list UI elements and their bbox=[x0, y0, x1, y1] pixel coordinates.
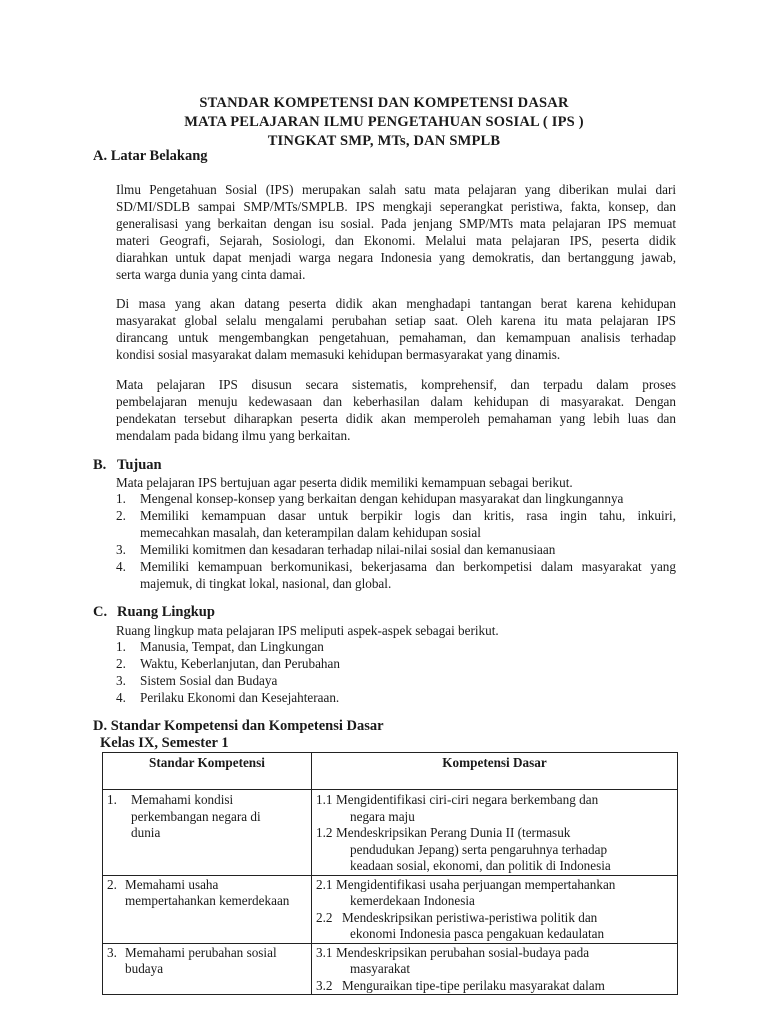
kd-line: kemerdekaan Indonesia bbox=[350, 893, 475, 908]
paragraph-line: masyarakat global selalu mengalami perubahan setiap saat. Oleh karena itu mata pelajaran IPS bbox=[116, 313, 676, 328]
list-item bbox=[116, 490, 676, 507]
list-number: 2. bbox=[116, 656, 126, 671]
kd-number: 2.2 bbox=[316, 909, 333, 925]
sk-cell bbox=[103, 790, 312, 876]
list-number: 3. bbox=[116, 542, 126, 557]
sk-line: Memahami perubahan sosial bbox=[125, 944, 277, 960]
kd-number: 3.2 bbox=[316, 977, 333, 993]
list-item-line: Mengenal konsep-konsep yang berkaitan dengan kehidupan masyarakat dan lingkungannya bbox=[140, 491, 624, 506]
paragraph-line: serta warga dunia yang cinta damai. bbox=[116, 267, 306, 282]
list-item bbox=[116, 689, 676, 706]
sk-cell bbox=[103, 943, 312, 995]
list-item-text: Waktu, Keberlanjutan, dan Perubahan bbox=[140, 656, 340, 671]
table-row bbox=[103, 875, 678, 943]
paragraph-line: Di masa yang akan datang peserta didik akan menghadapi tantangan berat karena kehidupan bbox=[116, 296, 676, 311]
section-c-intro: Ruang lingkup mata pelajaran IPS meliputi aspek-aspek sebagai berikut. bbox=[116, 623, 499, 638]
table-header-cell: Kompetensi Dasar bbox=[312, 753, 678, 790]
list-number: 4. bbox=[116, 690, 126, 705]
section-c-label: C. bbox=[93, 604, 108, 620]
kd-number: 2.1 bbox=[316, 876, 333, 892]
paragraph-line: Mata pelajaran IPS disusun secara sistematis, komprehensif, dan terpadu dalam proses bbox=[116, 377, 676, 392]
list-item-line: Memiliki komitmen dan kesadaran terhadap nilai-nilai sosial dan kemanusiaan bbox=[140, 542, 556, 557]
list-item-line: majemuk, di tingkat lokal, nasional, dan global. bbox=[140, 576, 392, 591]
list-item bbox=[116, 672, 676, 689]
kd-cell bbox=[312, 875, 678, 943]
kd-item bbox=[316, 792, 673, 825]
sk-line: dunia bbox=[131, 825, 161, 840]
section-d-heading: D. Standar Kompetensi dan Kompetensi Dasar bbox=[93, 718, 384, 734]
list-item-text: Sistem Sosial dan Budaya bbox=[140, 673, 278, 688]
kd-line: Mengidentifikasi ciri-ciri negara berkembang dan bbox=[336, 792, 599, 807]
list-item bbox=[116, 541, 676, 558]
kd-line: Mengidentifikasi usaha perjuangan mempertahankan bbox=[336, 876, 616, 892]
sk-cell bbox=[103, 875, 312, 943]
kd-number: 3.1 bbox=[316, 944, 333, 960]
kd-line: ekonomi Indonesia pasca pengakuan kedaulatan bbox=[350, 926, 605, 941]
paragraph-line: pembelajaran menuju kedewasaan dan keberhasilan dalam kehidupan di masyarakat. Dengan bbox=[116, 394, 676, 409]
list-number: 4. bbox=[116, 559, 126, 574]
kd-item bbox=[316, 825, 673, 875]
section-d-subheading: Kelas IX, Semester 1 bbox=[100, 735, 229, 751]
list-number: 2. bbox=[116, 508, 126, 523]
list-item bbox=[116, 507, 676, 541]
kd-number: 1.2 bbox=[316, 825, 333, 840]
sk-line: perkembangan negara di bbox=[131, 808, 261, 824]
list-number: 1. bbox=[116, 639, 126, 654]
section-a-heading: A. Latar Belakang bbox=[93, 148, 208, 164]
list-item-text: Perilaku Ekonomi dan Kesejahteraan. bbox=[140, 690, 340, 705]
tujuan-list bbox=[116, 490, 676, 592]
section-b-label: B. bbox=[93, 457, 107, 473]
kd-line: pendudukan Jepang) serta pengaruhnya terhadap bbox=[350, 841, 608, 857]
paragraph-line: kondisi sosial masyarakat dalam memasuki kehidupan bermasyarakat yang dinamis. bbox=[116, 347, 561, 362]
table-row bbox=[103, 943, 678, 995]
paragraph-2 bbox=[116, 295, 676, 363]
table-header-cell: Standar Kompetensi bbox=[103, 753, 312, 790]
kd-item bbox=[316, 945, 673, 978]
section-c-heading: Ruang Lingkup bbox=[117, 604, 215, 620]
kompetensi-table bbox=[102, 752, 678, 995]
paragraph-line: pendekatan tersebut diharapkan peserta didik akan memperoleh pemahaman yang lebih luas dan bbox=[116, 411, 676, 426]
paragraph-line: generalisasi yang berkaitan dengan isu sosial. Pada jenjang SMP/MTs mata pelajaran IPS memuat bbox=[116, 216, 676, 231]
paragraph-3 bbox=[116, 376, 676, 444]
kd-item bbox=[316, 910, 673, 943]
kd-item bbox=[316, 978, 673, 995]
ruang-lingkup-list bbox=[116, 638, 676, 706]
paragraph-line: diarahkan untuk dapat menjadi warga negara Indonesia yang demokratis, dan bertanggung jawab, bbox=[116, 250, 676, 265]
section-b-intro: Mata pelajaran IPS bertujuan agar peserta didik memiliki kemampuan sebagai berikut. bbox=[116, 475, 573, 490]
list-item-text: Manusia, Tempat, dan Lingkungan bbox=[140, 639, 324, 654]
list-item-line: memecahkan masalah, dan keterampilan dalam kehidupan sosial bbox=[140, 525, 481, 540]
list-item-line: Memiliki kemampuan berkomunikasi, bekerjasama dan berkompetisi dalam masyarakat yang bbox=[140, 559, 676, 574]
title-line-3: TINGKAT SMP, MTs, DAN SMPLB bbox=[267, 133, 501, 149]
kd-line: negara maju bbox=[350, 808, 415, 824]
kd-number: 1.1 bbox=[316, 792, 333, 807]
kd-line: masyarakat bbox=[350, 961, 411, 976]
table-header-row bbox=[103, 753, 678, 790]
paragraph-line: mendalam pada bidang ilmu yang berkaitan. bbox=[116, 428, 351, 443]
kd-line: Menguraikan tipe-tipe perilaku masyarakat dalam bbox=[342, 977, 605, 993]
list-item-line: Memiliki kemampuan dasar untuk berpikir logis dan kritis, rasa ingin tahu, inkuiri, bbox=[140, 508, 676, 523]
sk-item bbox=[107, 945, 307, 978]
list-item bbox=[116, 655, 676, 672]
kd-line: Mendeskripsikan peristiwa-peristiwa politik dan bbox=[342, 909, 598, 925]
title-line-2: MATA PELAJARAN ILMU PENGETAHUAN SOSIAL ( IPS ) bbox=[184, 114, 584, 130]
section-b-heading: Tujuan bbox=[117, 457, 162, 473]
sk-line: Memahami usaha bbox=[125, 876, 219, 892]
paragraph-line: Ilmu Pengetahuan Sosial (IPS) merupakan salah satu mata pelajaran yang diberikan mulai dari bbox=[116, 182, 676, 197]
paragraph-line: dirancang untuk mengembangkan pengetahuan, pemahaman, dan kemampuan analisis terhadap bbox=[116, 330, 676, 345]
sk-line: Memahami kondisi bbox=[131, 792, 234, 807]
kd-line: Mendeskripsikan perubahan sosial-budaya pada bbox=[336, 944, 590, 960]
paragraph-line: materi Geografi, Sejarah, Sosiologi, dan Ekonomi. Melalui mata pelajaran IPS, peserta didik bbox=[116, 233, 676, 248]
sk-line: mempertahankan kemerdekaan bbox=[125, 893, 290, 908]
kd-line: keadaan sosial, ekonomi, dan politik di Indonesia bbox=[350, 858, 611, 873]
list-item bbox=[116, 638, 676, 655]
title-line-1: STANDAR KOMPETENSI DAN KOMPETENSI DASAR bbox=[199, 95, 569, 111]
sk-item bbox=[107, 792, 307, 842]
sk-number: 2. bbox=[107, 876, 117, 892]
sk-number: 3. bbox=[107, 944, 117, 960]
kd-item bbox=[316, 877, 673, 910]
document-title bbox=[0, 94, 768, 151]
kd-line: Mendeskripsikan Perang Dunia II (termasuk bbox=[336, 825, 571, 840]
list-item bbox=[116, 558, 676, 592]
table-row bbox=[103, 790, 678, 876]
kd-cell bbox=[312, 790, 678, 876]
paragraph-line: SD/MI/SDLB sampai SMP/MTs/SMPLB. IPS mengkaji seperangkat peristiwa, fakta, konsep, dan bbox=[116, 199, 676, 214]
sk-line: budaya bbox=[125, 961, 164, 976]
paragraph-1 bbox=[116, 181, 676, 283]
list-number: 3. bbox=[116, 673, 126, 688]
sk-item bbox=[107, 877, 307, 910]
sk-number: 1. bbox=[107, 792, 117, 807]
kd-cell bbox=[312, 943, 678, 995]
list-number: 1. bbox=[116, 491, 126, 506]
